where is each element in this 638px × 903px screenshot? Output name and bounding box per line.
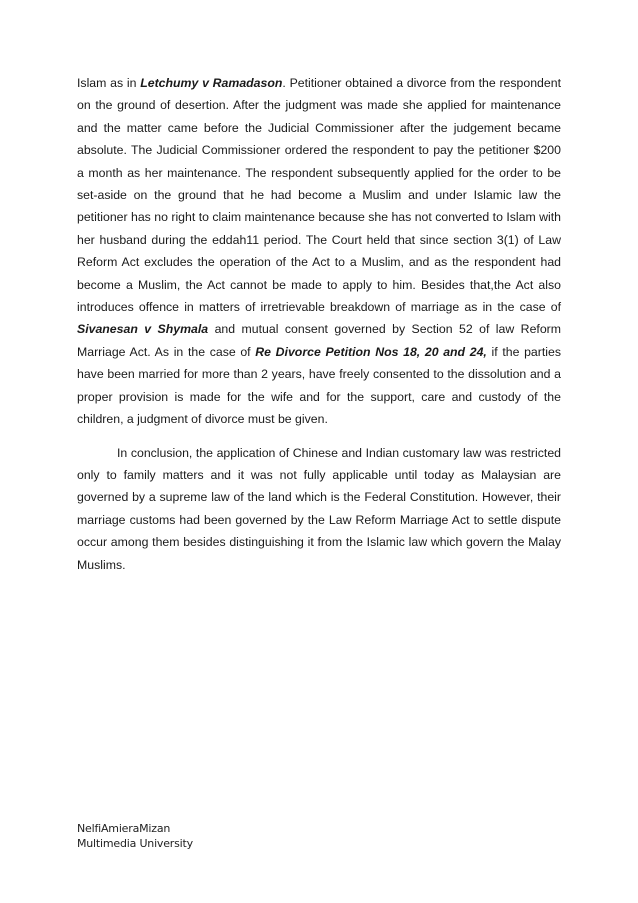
paragraph-1-text-c: and mutual consent governed by Section 52 of law Reform Marriage Act. As in the case of [77, 322, 561, 359]
paragraph-1-text-a: Islam as in [77, 76, 141, 90]
case-name-sivanesan: Sivanesan v Shymala [77, 322, 209, 337]
paragraph-1-text-d: if the parties have been married for more than 2 years, have freely consented to the dissolution and a proper provision is made for the wife and for the support, care and custody of the children, a judgment of divorce must be given. [77, 344, 562, 427]
paragraph-1-text-b: . Petitioner obtained a divorce from the respondent on the ground of desertion. After the judgment was made she applied for maintenance and the matter came before the Judicial Commissioner after the judgement became absolute. The Judicial Commissioner ordered the respondent to pay the petitioner $200 a month as her maintenance. The respondent subsequently applied for the order to be set-aside on the ground that he had become a Muslim and under Islamic law the petitioner has no right to claim maintenance because she has not converted to Islam with her husband during the eddah11 period. The Court held that since section 3(1) of Law Reform Act excludes the operation of the Act to a Muslim, and as the respondent had become a Muslim, the Act cannot be made to apply to him. Besides that,the Act also introduces offence in matters of irretrievable breakdown of marriage as in the case of [77, 76, 561, 315]
footer-author: NelfiAmieraMizan [77, 822, 171, 835]
case-name-re-divorce: Re Divorce Petition Nos 18, 20 and 24, [255, 344, 487, 359]
paragraph-2: In conclusion, the application of Chinese and Indian customary law was restricted only to family matters and it was not fully applicable until today as Malaysian are governed by a supreme law of the land which is the Federal Constitution. However, their marriage customs had been governed by the Law Reform Marriage Act to settle dispute occur among them besides distinguishing it from the Islamic law which govern the Malay Muslims. [77, 445, 561, 572]
case-name-letchumy: Letchumy v Ramadason [140, 76, 283, 90]
body-text [77, 72, 561, 576]
paragraph-1 [77, 72, 561, 431]
page-footer [77, 822, 193, 851]
footer-institution: Multimedia University [77, 836, 193, 850]
